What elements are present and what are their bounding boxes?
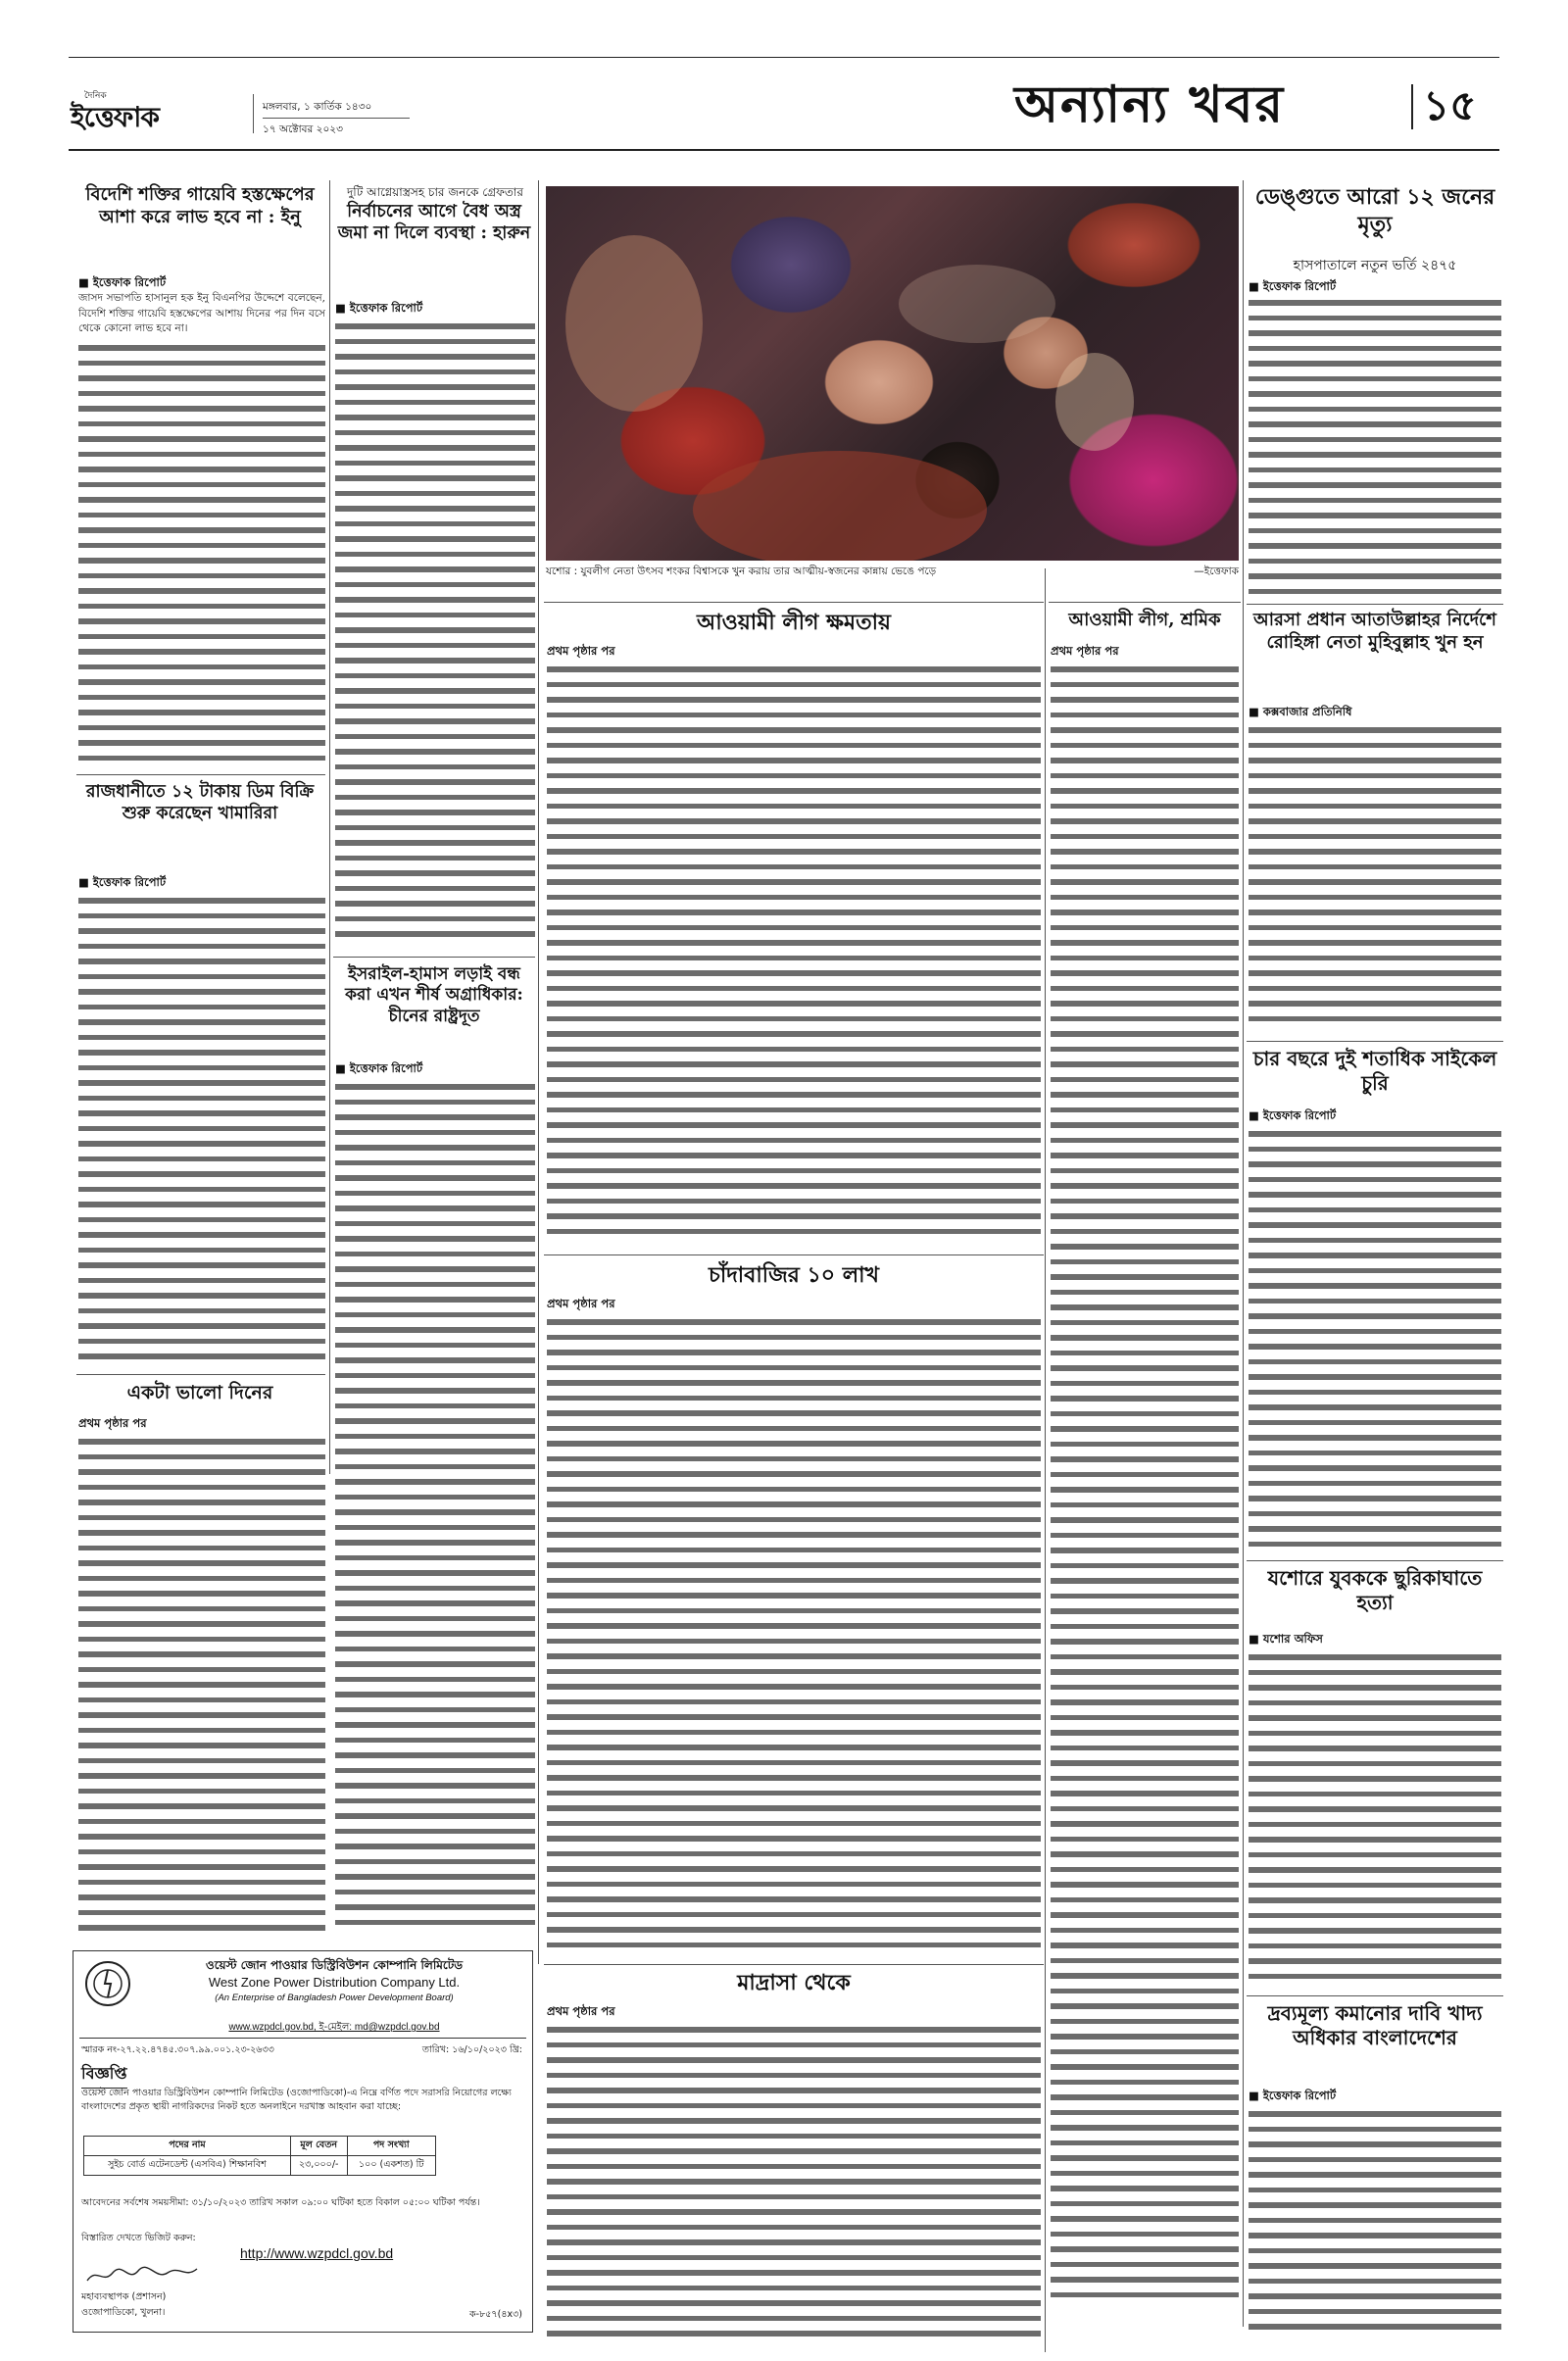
deadline: আবেদনের সর্বশেষ সময়সীমা: ৩১/১০/২০২৩ তারিখ সকাল ০৯:০০ ঘটিকা হতে বিকাল ০৫:০০ ঘটিকা পর্যন্ত।	[81, 2197, 480, 2208]
logo-small: দৈনিক	[84, 91, 107, 101]
headline-awami-power: আওয়ামী লীগ ক্ষমতায়	[696, 610, 891, 635]
photo-caption	[546, 565, 1239, 578]
reporter: ■ ইত্তেফাক রিপোর্ট	[1249, 2089, 1337, 2102]
jump-line: প্রথম পৃষ্ঠার পর	[547, 1297, 615, 1310]
table-cell: সুইচ বোর্ড এটেনডেন্ট (এসবিএ) শিক্ষানবিশ	[84, 2156, 291, 2176]
article-body	[335, 318, 535, 953]
company-logo-icon	[83, 1959, 132, 2008]
article-body	[1051, 661, 1239, 2327]
headline-arsa: আরসা প্রধান আতাউল্লাহর নির্দেশে রোহিঙ্গা নেতা মুহিবুল্লাহ খুন হন	[1253, 610, 1496, 653]
website-link[interactable]: http://www.wzpdcl.gov.bd	[240, 2245, 394, 2261]
jump-line: প্রথম পৃষ্ঠার পর	[547, 644, 615, 658]
headline-food-rights: দ্রব্যমূল্য কমানোর দাবি খাদ্য অধিকার বাংলাদেশের	[1267, 2001, 1483, 2049]
signature-icon	[83, 2263, 201, 2288]
memo-number: স্মারক নং-২৭.২২.৪৭৪৫.৩০৭.৯৯.০০১.২৩-২৬৩৩	[81, 2044, 274, 2055]
headline-dengue: ডেঙ্গুতে আরো ১২ জনের মৃত্যু	[1254, 184, 1495, 237]
signer-title: মহাব্যবস্থাপক (প্রশাসন)	[81, 2291, 167, 2302]
issue-date	[263, 98, 410, 138]
reporter: ■ ইত্তেফাক রিপোর্ট	[78, 275, 167, 289]
headline-arms: নির্বাচনের আগে বৈধ অস্ত্র জমা না দিলে ব্যবস্থা : হারুন	[337, 202, 531, 243]
photo-credit: —ইত্তেফাক	[1194, 566, 1239, 577]
headline-inu: বিদেশি শক্তির গায়েবি হস্তক্ষেপের আশা করে লাভ হবে না : ইনু	[85, 184, 315, 227]
job-advertisement	[73, 1950, 533, 2333]
reporter: ■ ইত্তেফাক রিপোর্ট	[335, 301, 423, 315]
headline-china: ইসরাইল-হামাস লড়াই বন্ধ করা এখন শীর্ষ অগ্রাধিকার: চীনের রাষ্ট্রদূত	[345, 964, 523, 1026]
reporter: ■ ইত্তেফাক রিপোর্ট	[335, 1061, 423, 1075]
news-photo	[546, 186, 1239, 561]
table-cell: ২৩,০০০/-	[290, 2156, 347, 2176]
photo-scene	[546, 186, 1239, 561]
table-header: মূল বেতন	[290, 2137, 347, 2156]
section-title: অন্যান্য খবর	[1014, 74, 1286, 134]
article-body	[78, 1433, 325, 1943]
notice-intro: ওয়েস্ট জোন পাওয়ার ডিস্ট্রিবিউশন কোম্পানি লিমিটেড (ওজোপাডিকো)-এ নিম্নে বর্ণিত পদে সরাসরি নিয়োগের লক্ষ্যে বাংলাদেশের প্রকৃত স্থায়ী নাগরিকদের নিকট হতে অনলাইনে দরখাস্ত আহবান করা যাচ্ছে:	[81, 2088, 512, 2112]
headline-good-day: একটা ভালো দিনের	[126, 1382, 273, 1403]
jump-line: প্রথম পৃষ্ঠার পর	[78, 1416, 147, 1430]
article-lead: জাসদ সভাপতি হাসানুল হক ইনু বিএনপির উদ্দেশে বলেছেন, বিদেশি শক্তির গায়েবি হস্তক্ষেপের আশায় দিনের পর দিন বসে থেকে কোনো লাভ হবে না।	[78, 292, 325, 334]
post-table	[83, 2136, 436, 2176]
ad-code: ক-৮৫৭(৪x৩)	[469, 2309, 522, 2320]
headline-awami-workers: আওয়ামী লীগ, শ্রমিক	[1068, 610, 1221, 630]
article-body	[1249, 1648, 1501, 1992]
kicker: দুটি আগ্নেয়াস্ত্রসহ চার জনকে গ্রেফতার	[347, 185, 523, 199]
caption-text: যশোর : যুবলীগ নেতা উৎসব শংকর বিশ্বাসকে খুন করায় তার আত্মীয়-স্বজনের কান্নায় ভেঙে পড়ে	[546, 566, 937, 577]
reporter: ■ ইত্তেফাক রিপোর্ট	[1249, 279, 1337, 293]
article-body	[1249, 294, 1501, 598]
article-body	[1249, 721, 1501, 1037]
article-body	[78, 892, 325, 1370]
table-header: পদ সংখ্যা	[347, 2137, 435, 2156]
reporter: ■ কক্সবাজার প্রতিনিধি	[1249, 705, 1352, 718]
signer-org: ওজোপাডিকো, খুলনা।	[81, 2307, 166, 2318]
company-web: www.wzpdcl.gov.bd, ই-মেইল: md@wzpdcl.gov.bd	[228, 2022, 440, 2033]
article-body	[335, 1078, 535, 1943]
more-info: বিস্তারিত দেখতে ভিজিট করুন:	[81, 2233, 196, 2243]
reporter: ■ ইত্তেফাক রিপোর্ট	[78, 875, 167, 889]
article-body	[1249, 1125, 1501, 1556]
company-name-en: West Zone Power Distribution Company Ltd.	[208, 1975, 461, 1990]
jump-line: প্রথম পৃষ্ঠার পর	[547, 2004, 615, 2018]
table-header: পদের নাম	[84, 2137, 291, 2156]
notice-title: বিজ্ঞপ্তি	[81, 2061, 127, 2089]
reporter: ■ যশোর অফিস	[1249, 1632, 1323, 1646]
headline-extortion: চাঁদাবাজির ১০ লাখ	[708, 1262, 879, 1288]
date-bn: মঙ্গলবার, ১ কার্তিক ১৪৩০	[263, 101, 372, 113]
page-number: ১৫	[1423, 81, 1477, 129]
company-name-bn: ওয়েস্ট জোন পাওয়ার ডিস্ট্রিবিউশন কোম্পানি লিমিটেড	[205, 1958, 464, 1972]
headline-eggs: রাজধানীতে ১২ টাকায় ডিম বিক্রি শুরু করেছেন খামারিরা	[85, 782, 315, 823]
table-cell: ১০০ (একশত) টি	[347, 2156, 435, 2176]
article-body	[547, 2021, 1041, 2340]
article-body	[1249, 2105, 1501, 2338]
masthead-logo	[71, 91, 247, 137]
reporter: ■ ইত্তেফাক রিপোর্ট	[1249, 1108, 1337, 1122]
article-body	[78, 339, 325, 770]
headline-jessore: যশোরে যুবককে ছুরিকাঘাতে হত্যা	[1267, 1566, 1483, 1614]
article-body	[547, 661, 1041, 1249]
article-body	[547, 1313, 1041, 1960]
company-subtitle: (An Enterprise of Bangladesh Power Development Board)	[215, 1992, 454, 2003]
date-en: ১৭ অক্টোবর ২০২৩	[263, 123, 343, 135]
logo-text: ইত্তেফাক	[71, 101, 160, 133]
memo-date: তারিখ: ১৬/১০/২০২৩ খ্রি:	[421, 2044, 522, 2055]
headline-madrasa: মাদ্রাসা থেকে	[737, 1970, 851, 1995]
subheadline: হাসপাতালে নতুন ভর্তি ২৪৭৫	[1293, 258, 1457, 273]
headline-bicycle: চার বছরে দুই শতাধিক সাইকেল চুরি	[1252, 1047, 1497, 1095]
jump-line: প্রথম পৃষ্ঠার পর	[1051, 644, 1119, 658]
